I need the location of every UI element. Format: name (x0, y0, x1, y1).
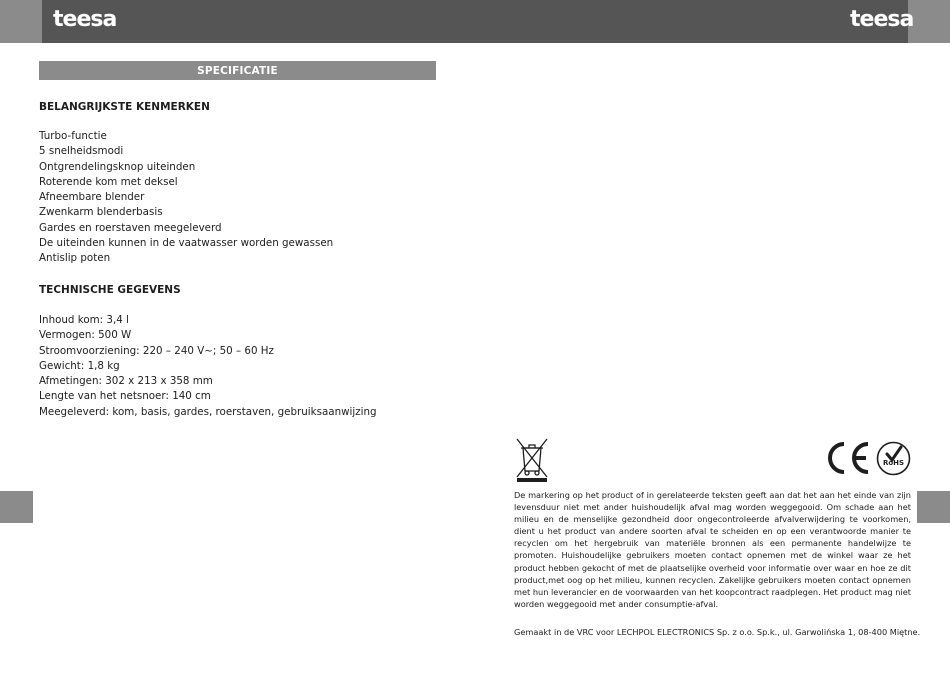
ce-mark-icon (824, 440, 874, 476)
side-tab-left (0, 491, 33, 523)
rohs-label: RoHS (882, 459, 905, 467)
technical-list (39, 313, 377, 420)
spec-item: Vermogen: 500 W (39, 329, 132, 342)
weee-bin-icon (514, 437, 550, 483)
brand-logo-right: teesa (850, 7, 914, 32)
header-tab-left (0, 0, 42, 43)
features-heading: BELANGRIJKSTE KENMERKEN (39, 101, 210, 113)
brand-logo-left: teesa (53, 7, 117, 32)
feature-item: Afneembare blender (39, 191, 145, 204)
section-title: SPECIFICATIE (39, 61, 436, 80)
feature-item: Gardes en roerstaven meegeleverd (39, 221, 222, 234)
header-tab-right (908, 0, 950, 43)
spec-item: Meegeleverd: kom, basis, gardes, roerstaven, gebruiksaanwijzing (39, 405, 377, 418)
spec-item: Stroomvoorziening: 220 – 240 V~; 50 – 60 Hz (39, 344, 274, 357)
feature-item: Antislip poten (39, 252, 111, 265)
weee-notice: De markering op het product of in gerelateerde teksten geeft aan dat het aan het einde van zijn levensduur niet met ander huishoudelijk afval mag worden weggegooid. Om schade aan het milieu en de menselijke gezondheid door ongecontroleerde afvalverwijdering te voorkomen, dient u het product van andere soorten afval te scheiden en op een verantwoorde manier te recyclen om het hergebruik van materiële bronnen als een permanente handelwijze te promoten. Huishoudelijke gebruikers moeten contact opnemen met de winkel waar ze het product hebben gekocht of met de plaatselijke overheid voor informatie over waar en hoe ze dit product,met oog op het milieu, kunnen recyclen. Zakelijke gebruikers moeten contact opnemen met hun leverancier en de voorwaarden van het koopcontract raadplegen. Het product mag niet worden weggegooid met ander consumptie-afval. (514, 490, 911, 609)
spec-item: Gewicht: 1,8 kg (39, 359, 120, 372)
side-tab-right (917, 491, 950, 523)
feature-item: Turbo-functie (39, 130, 107, 142)
feature-item: 5 snelheidsmodi (39, 145, 124, 158)
spec-item: Inhoud kom: 3,4 l (39, 314, 129, 326)
technical-heading: TECHNISCHE GEGEVENS (39, 284, 181, 296)
spec-item: Lengte van het netsnoer: 140 cm (39, 390, 211, 403)
header-bar (0, 0, 950, 43)
rohs-icon (876, 441, 911, 476)
spec-item: Afmetingen: 302 x 213 x 358 mm (39, 375, 213, 388)
feature-item: Zwenkarm blenderbasis (39, 206, 163, 219)
feature-item: De uiteinden kunnen in de vaatwasser worden gewassen (39, 237, 334, 250)
feature-item: Roterende kom met deksel (39, 175, 178, 188)
manufacturer-info: Gemaakt in de VRC voor LECHPOL ELECTRONICS Sp. z o.o. Sp.k., ul. Garwolińska 1, 08-400 Miętne. (514, 627, 921, 637)
features-list (39, 129, 333, 267)
feature-item: Ontgrendelingsknop uiteinden (39, 160, 196, 173)
